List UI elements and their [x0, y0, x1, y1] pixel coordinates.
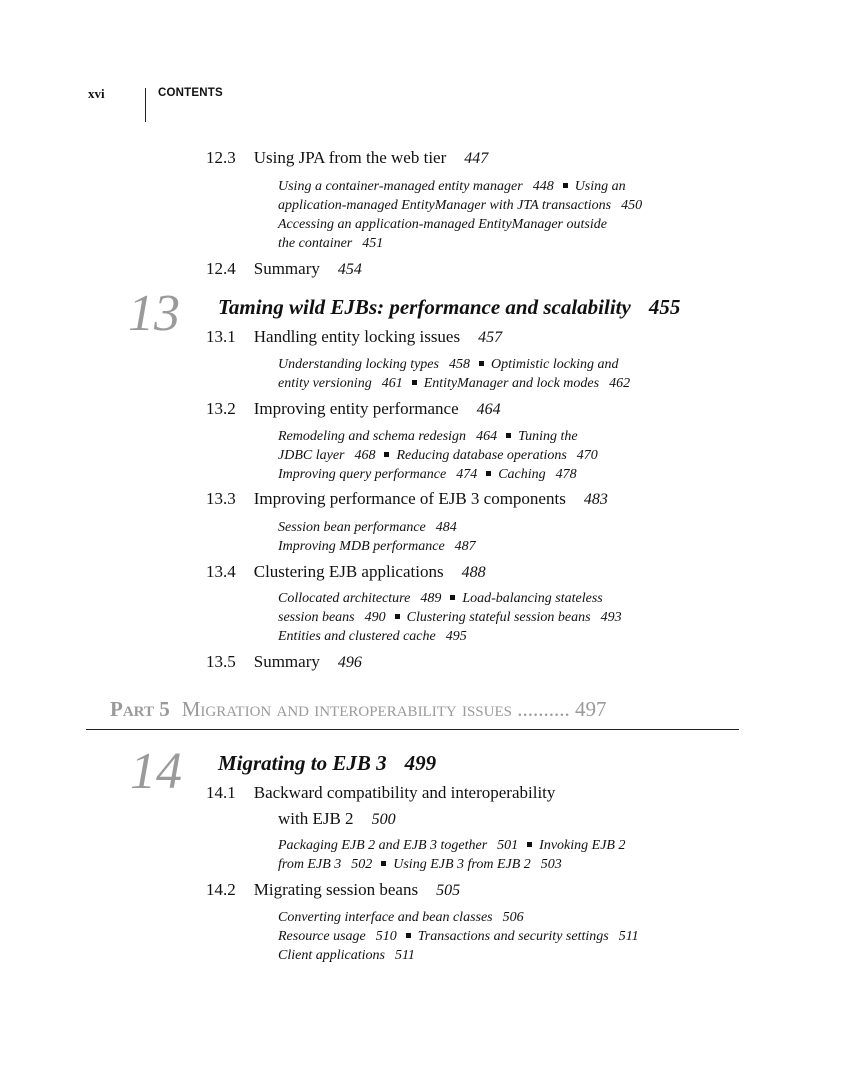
subsection-line: JDBC layer 468 Reducing database operations 470: [278, 448, 598, 463]
part-heading[interactable]: [110, 697, 606, 722]
section-number: 14.2: [206, 880, 236, 899]
section-title: Improving entity performance: [253, 399, 459, 418]
section-number: 13.3: [206, 489, 236, 508]
toc-section-13-2[interactable]: [206, 399, 501, 419]
section-page: 505: [436, 882, 461, 899]
toc-section-13-5[interactable]: [206, 652, 362, 672]
section-page: 483: [583, 491, 608, 508]
section-title: Improving performance of EJB 3 components: [253, 489, 566, 508]
bullet-separator: [381, 861, 386, 866]
subsection-list: [278, 908, 639, 965]
section-page: 464: [476, 401, 501, 418]
subsection-list: [278, 836, 625, 874]
subsection-line: Understanding locking types 458 Optimistic locking and: [278, 357, 619, 372]
section-number: 12.4: [206, 259, 236, 278]
subsection-line: Accessing an application-managed EntityManager outside: [278, 217, 607, 232]
section-page: 447: [464, 150, 489, 167]
bullet-separator: [527, 842, 532, 847]
toc-section-14-2[interactable]: [206, 880, 460, 900]
section-number: 13.4: [206, 562, 236, 581]
bullet-separator: [486, 471, 491, 476]
subsection-line: Improving query performance 474 Caching 478: [278, 467, 577, 482]
subsection-line: Converting interface and bean classes 506: [278, 910, 524, 925]
bullet-separator: [506, 433, 511, 438]
bullet-separator: [563, 183, 568, 188]
section-title: Using JPA from the web tier: [253, 148, 447, 167]
subsection-line: the container 451: [278, 236, 384, 251]
subsection-list: [278, 589, 622, 646]
chapter-title: Migrating to EJB 3: [218, 751, 387, 775]
subsection-list: [278, 518, 476, 556]
subsection-line: application-managed EntityManager with JTA transactions 450: [278, 198, 643, 213]
subsection-line: Using a container-managed entity manager 448 Using an: [278, 179, 626, 194]
toc-section-13-1[interactable]: [206, 327, 502, 347]
bullet-separator: [450, 595, 455, 600]
section-title: Summary: [253, 259, 320, 278]
section-number: 14.1: [206, 783, 236, 802]
subsection-line: entity versioning 461 EntityManager and lock modes 462: [278, 376, 631, 391]
dot-leader: ..........: [517, 697, 570, 721]
section-page: 454: [337, 261, 362, 278]
subsection-list: [278, 177, 642, 253]
bullet-separator: [412, 380, 417, 385]
chapter-title-14[interactable]: [218, 751, 436, 776]
section-number: 13.5: [206, 652, 236, 671]
part-page: 497: [574, 697, 607, 721]
bullet-separator: [479, 361, 484, 366]
chapter-title-13[interactable]: [218, 295, 680, 320]
subsection-line: Session bean performance 484: [278, 520, 457, 535]
section-page: 500: [371, 811, 396, 828]
toc-section-13-3[interactable]: [206, 489, 608, 509]
section-title: Handling entity locking issues: [253, 327, 461, 346]
toc-section-12-3[interactable]: [206, 148, 488, 168]
toc-section-12-4[interactable]: [206, 259, 362, 279]
bullet-separator: [406, 933, 411, 938]
section-page: 457: [478, 329, 503, 346]
subsection-line: Collocated architecture 489 Load-balancing stateless: [278, 591, 603, 606]
section-title: Migrating session beans: [253, 880, 419, 899]
chapter-number: 14: [130, 743, 182, 800]
subsection-line: Client applications 511: [278, 948, 415, 963]
part-label: Part 5: [110, 697, 170, 721]
subsection-list: [278, 355, 630, 393]
section-number: 13.2: [206, 399, 236, 418]
part-title: Migration and interoperability issues: [181, 697, 512, 721]
chapter-title: Taming wild EJBs: performance and scalability: [218, 295, 631, 319]
chapter-page: 499: [404, 751, 437, 775]
header-divider: [145, 88, 146, 122]
subsection-line: Resource usage 510 Transactions and security settings 511: [278, 929, 639, 944]
bullet-separator: [384, 452, 389, 457]
section-number: 12.3: [206, 148, 236, 167]
section-page: 488: [461, 564, 486, 581]
part-divider: [86, 729, 739, 730]
subsection-line: Remodeling and schema redesign 464 Tuning the: [278, 429, 578, 444]
section-title: Summary: [253, 652, 320, 671]
subsection-list: [278, 427, 598, 484]
section-page: 496: [337, 654, 362, 671]
subsection-line: from EJB 3 502 Using EJB 3 from EJB 2 503: [278, 857, 562, 872]
toc-section-13-4[interactable]: [206, 562, 486, 582]
section-number: 13.1: [206, 327, 236, 346]
chapter-number: 13: [128, 285, 180, 342]
page-number: xvi: [88, 86, 105, 101]
section-title: Backward compatibility and interoperability: [253, 783, 556, 802]
bullet-separator: [395, 614, 400, 619]
subsection-line: Packaging EJB 2 and EJB 3 together 501 Invoking EJB 2: [278, 838, 626, 853]
section-title-continuation: with EJB 2 500: [278, 809, 396, 828]
section-title: Clustering EJB applications: [253, 562, 444, 581]
chapter-page: 455: [648, 295, 681, 319]
subsection-line: session beans 490 Clustering stateful session beans 493: [278, 610, 622, 625]
subsection-line: Improving MDB performance 487: [278, 539, 476, 554]
toc-section-14-1[interactable]: [206, 783, 555, 803]
running-head-label: CONTENTS: [158, 87, 223, 99]
subsection-line: Entities and clustered cache 495: [278, 629, 467, 644]
